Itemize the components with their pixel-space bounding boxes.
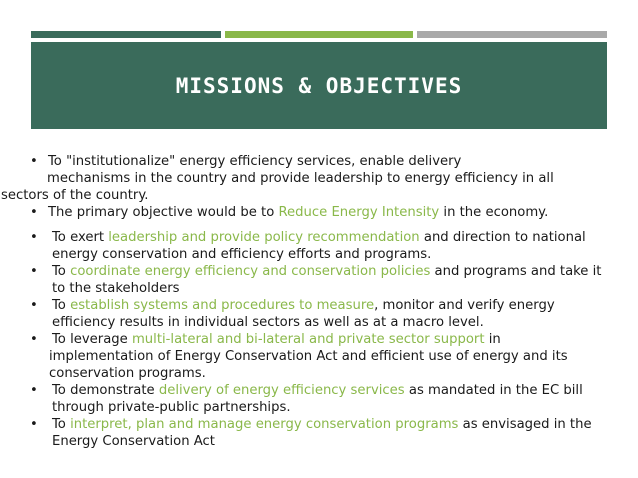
- bullet-icon: •: [30, 154, 38, 169]
- bullet-icon: •: [30, 417, 38, 432]
- objective-6-post: as envisaged in the: [458, 417, 592, 432]
- objective-6-highlight: interpret, plan and manage energy conservation programs: [70, 417, 459, 432]
- objective-3-highlight: establish systems and procedures to measure: [70, 298, 375, 313]
- objective-4-cont: implementation of Energy Conservation Act and efficient use of energy and its: [49, 349, 568, 364]
- objective-5-highlight: delivery of energy efficiency services: [158, 383, 405, 398]
- objective-item-5: [0, 382, 630, 416]
- objective-3-pre: To: [52, 298, 71, 313]
- objective-1-cont: energy conservation and efficiency efforts and programs.: [52, 247, 432, 262]
- intro-text-2-pre: The primary objective would be to: [48, 205, 279, 220]
- intro-text-1c: sectors of the country.: [1, 188, 149, 203]
- objective-1-post: and direction to national: [419, 230, 586, 245]
- objective-1-pre: To exert: [52, 230, 109, 245]
- objective-item-1: [0, 229, 630, 263]
- objective-6-pre: To: [52, 417, 71, 432]
- objective-5-cont: through private-public partnerships.: [52, 400, 291, 415]
- decor-bar-green: [225, 31, 413, 38]
- objective-2-highlight: coordinate energy efficiency and conservation policies: [70, 264, 431, 279]
- objective-item-3: [0, 297, 630, 331]
- decor-bar-dark: [31, 31, 221, 38]
- objective-item-2: [0, 263, 630, 297]
- objective-4-cont2: conservation programs.: [49, 366, 206, 381]
- decor-bar-gray: [417, 31, 607, 38]
- intro-item-1: [0, 153, 630, 204]
- bullet-icon: •: [30, 332, 38, 347]
- objective-5-pre: To demonstrate: [52, 383, 159, 398]
- objective-2-pre: To: [52, 264, 71, 279]
- intro-text-2-post: in the economy.: [439, 205, 549, 220]
- title-banner: [31, 42, 607, 129]
- bullet-icon: •: [30, 205, 38, 220]
- objective-4-post: in: [484, 332, 501, 347]
- objective-2-cont: to the stakeholders: [52, 281, 180, 296]
- bullet-icon: •: [30, 264, 38, 279]
- objective-3-post: , monitor and verify energy: [374, 298, 555, 313]
- objective-1-highlight: leadership and provide policy recommendation: [108, 230, 420, 245]
- objective-4-highlight: multi-lateral and bi-lateral and private sector support: [131, 332, 485, 347]
- bullet-icon: •: [30, 383, 38, 398]
- intro-text-1b: mechanisms in the country and provide leadership to energy efficiency in all: [47, 171, 554, 186]
- objective-3-cont: efficiency results in individual sectors as well as at a macro level.: [52, 315, 484, 330]
- objective-4-pre: To leverage: [52, 332, 132, 347]
- intro-text-2-highlight: Reduce Energy Intensity: [278, 205, 440, 220]
- objective-item-4: [0, 331, 630, 382]
- objective-2-post: and programs and take it: [430, 264, 602, 279]
- bullet-icon: •: [30, 230, 38, 245]
- objective-6-cont: Energy Conservation Act: [52, 434, 215, 449]
- slide-title: MISSIONS & OBJECTIVES: [175, 73, 463, 98]
- intro-item-2: [0, 204, 630, 221]
- bullet-icon: •: [30, 298, 38, 313]
- intro-text-1a: To "institutionalize" energy efficiency services, enable delivery: [48, 154, 462, 169]
- objective-5-post: as mandated in the EC bill: [404, 383, 583, 398]
- slide-content: [0, 153, 630, 450]
- objective-item-6: [0, 416, 630, 450]
